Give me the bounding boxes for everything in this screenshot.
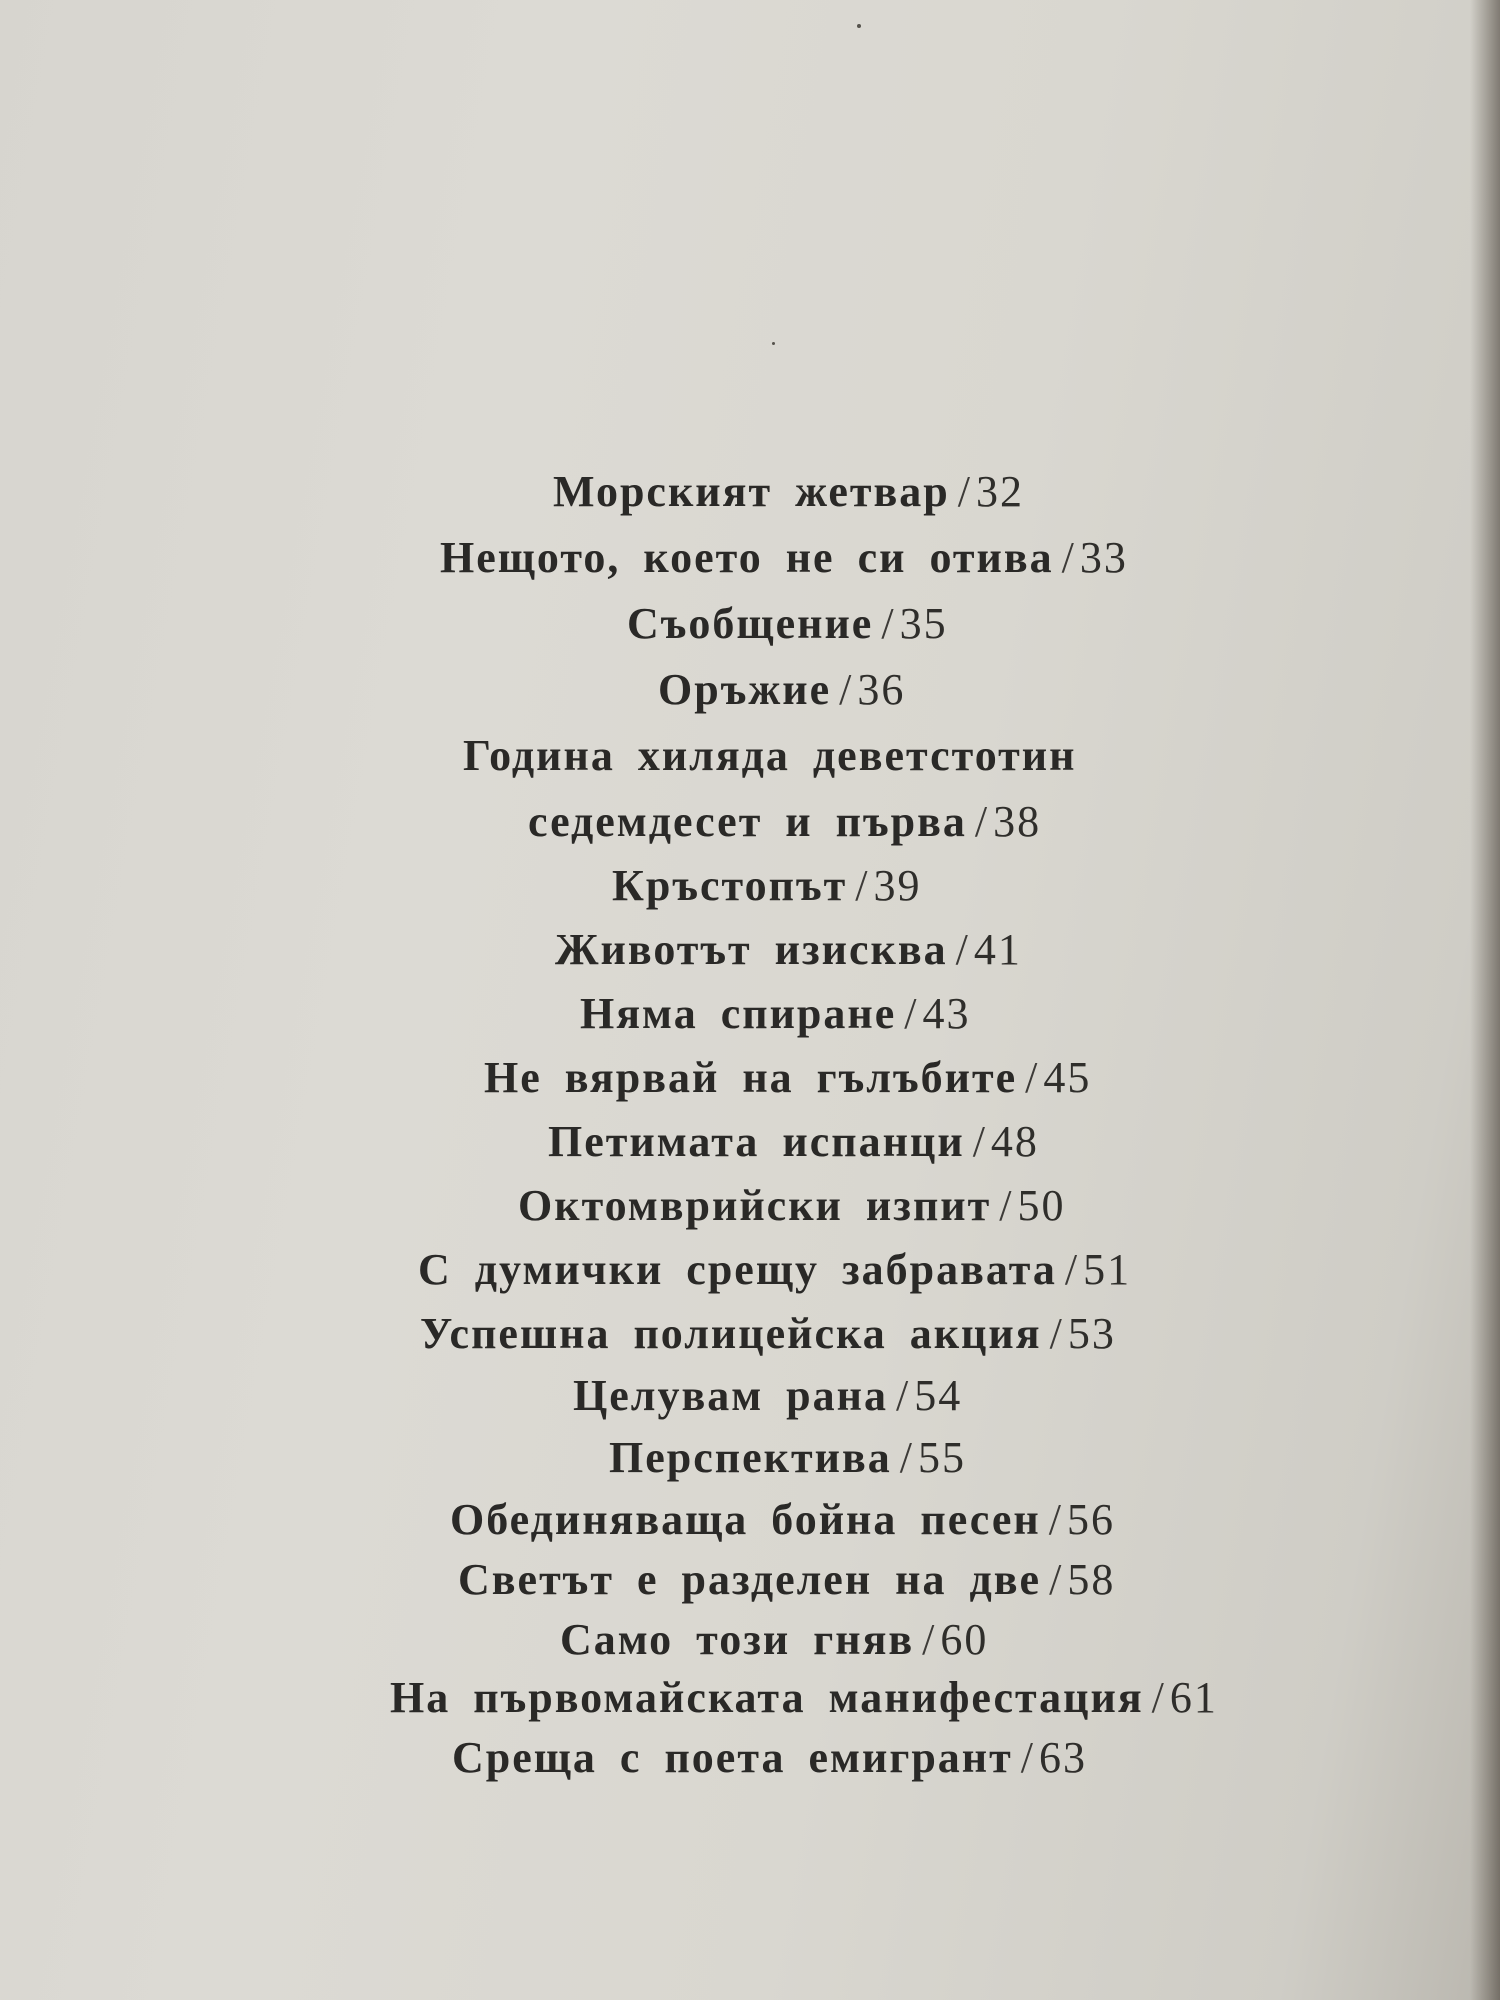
- entry-separator: /: [957, 467, 973, 516]
- entry-page-number: 39: [873, 861, 922, 910]
- toc-entry: [553, 466, 1024, 517]
- toc-entry: [658, 664, 905, 715]
- entry-title: Животът изисква: [555, 925, 948, 974]
- page-edge-shadow: [1470, 0, 1500, 2000]
- entry-page-number: 60: [940, 1615, 989, 1664]
- toc-entry: [484, 1052, 1091, 1103]
- toc-entry: [573, 1370, 962, 1421]
- toc-entry: [518, 1180, 1066, 1231]
- toc-entry: [560, 1614, 988, 1665]
- entry-title: С думички срещу забравата: [418, 1245, 1057, 1294]
- entry-title: Светът е разделен на две: [458, 1555, 1042, 1604]
- entry-title: Октомврийски изпит: [518, 1181, 992, 1230]
- entry-separator: /: [839, 665, 854, 714]
- entry-page-number: 56: [1067, 1495, 1115, 1544]
- entry-title: Съобщение: [627, 599, 874, 648]
- entry-page-number: 61: [1169, 1673, 1218, 1722]
- entry-page-number: 50: [1017, 1181, 1066, 1230]
- toc-entry: [390, 1672, 1218, 1723]
- toc-entry: [528, 796, 1041, 847]
- entry-title: Обединяваща бойна песен: [450, 1495, 1041, 1544]
- entry-title: Морският жетвар: [553, 467, 950, 516]
- toc-entry: [463, 730, 1088, 781]
- entry-separator: /: [1025, 1053, 1040, 1102]
- toc-entry: [420, 1308, 1116, 1359]
- entry-page-number: 38: [993, 797, 1042, 846]
- entry-separator: /: [1151, 1673, 1166, 1722]
- entry-page-number: 45: [1043, 1053, 1092, 1102]
- entry-title: На първомайската манифестация: [390, 1673, 1144, 1722]
- entry-title: Няма спиране: [580, 989, 897, 1038]
- entry-separator: /: [899, 1433, 914, 1482]
- entry-title: Успешна полицейска акция: [420, 1309, 1042, 1358]
- entry-page-number: 48: [990, 1117, 1039, 1166]
- entry-page-number: 32: [976, 467, 1025, 516]
- entry-title: Перспектива: [609, 1433, 892, 1482]
- entry-title: Петимата испанци: [548, 1117, 965, 1166]
- entry-separator: /: [896, 1371, 911, 1420]
- toc-entry: [548, 1116, 1039, 1167]
- entry-page-number: 55: [917, 1433, 966, 1482]
- entry-separator: /: [904, 989, 919, 1038]
- entry-title: Оръжие: [658, 665, 832, 714]
- toc-entry: [440, 532, 1128, 583]
- entry-title: Година хиляда деветстотин: [463, 731, 1077, 780]
- entry-page-number: 51: [1083, 1245, 1132, 1294]
- toc-entry: [458, 1554, 1115, 1605]
- toc-entry: [555, 924, 1022, 975]
- toc-entry: [612, 860, 921, 911]
- entry-title: Не вярвай на гълъбите: [484, 1053, 1018, 1102]
- entry-page-number: 54: [914, 1371, 963, 1420]
- entry-page-number: 41: [973, 925, 1022, 974]
- entry-separator: /: [1049, 1309, 1064, 1358]
- entry-separator: /: [999, 1181, 1014, 1230]
- entry-separator: /: [972, 1117, 987, 1166]
- toc-entry: [609, 1432, 966, 1483]
- entry-page-number: 33: [1079, 533, 1128, 582]
- entry-page-number: 35: [899, 599, 948, 648]
- toc-entry: [418, 1244, 1131, 1295]
- entry-page-number: 63: [1038, 1733, 1087, 1782]
- entry-page-number: 36: [857, 665, 906, 714]
- entry-separator: /: [955, 925, 970, 974]
- entry-separator: /: [881, 599, 896, 648]
- toc-entry: [452, 1732, 1087, 1783]
- toc-entry: [627, 598, 948, 649]
- entry-title: Само този гняв: [560, 1615, 915, 1664]
- entry-title: Кръстопът: [612, 861, 848, 910]
- entry-title: Среща с поета емигрант: [452, 1733, 1013, 1782]
- entry-title: Нещото, което не си отива: [440, 533, 1054, 582]
- entry-separator: /: [974, 797, 990, 846]
- entry-separator: /: [855, 861, 870, 910]
- entry-separator: /: [1020, 1733, 1035, 1782]
- entry-separator: /: [1061, 533, 1076, 582]
- entry-separator: /: [922, 1615, 937, 1664]
- toc-entry: [450, 1494, 1115, 1545]
- entry-separator: /: [1048, 1495, 1063, 1544]
- entry-separator: /: [1049, 1555, 1064, 1604]
- entry-page-number: 43: [922, 989, 971, 1038]
- entry-title: Целувам рана: [573, 1371, 888, 1420]
- entry-page-number: 58: [1067, 1555, 1116, 1604]
- entry-separator: /: [1064, 1245, 1080, 1294]
- toc-entry: [580, 988, 971, 1039]
- entry-page-number: 53: [1067, 1309, 1116, 1358]
- entry-title: седемдесет и първа: [528, 797, 967, 846]
